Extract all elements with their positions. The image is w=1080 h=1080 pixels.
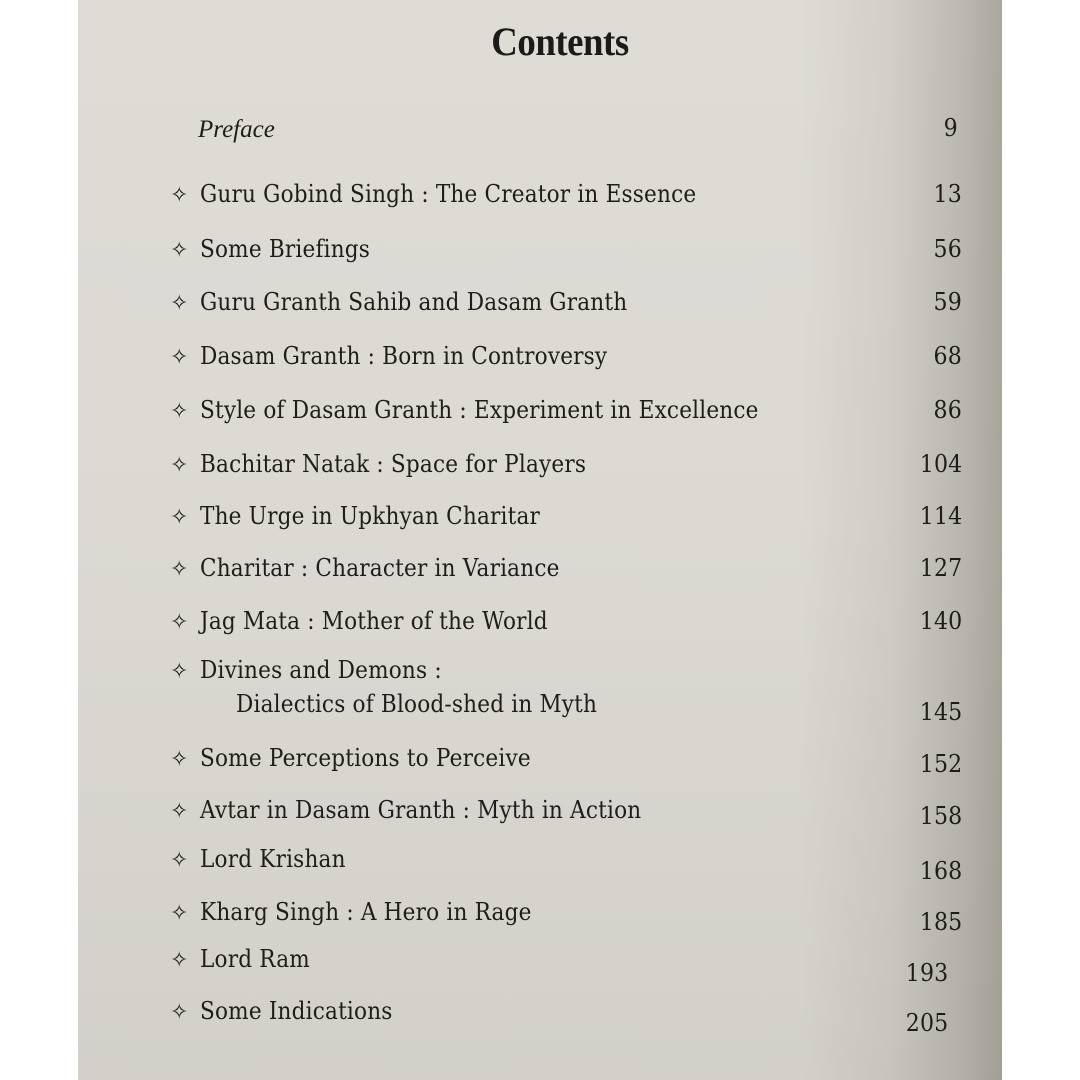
page-title: Contents xyxy=(491,19,629,64)
entry-title: Lord Krishan xyxy=(200,845,346,873)
star-bullet-icon: ✧ xyxy=(170,453,189,478)
entry-title: Guru Granth Sahib and Dasam Granth xyxy=(200,288,628,316)
toc-entry xyxy=(170,744,962,778)
toc-entry xyxy=(170,396,962,424)
star-bullet-icon: ✧ xyxy=(170,799,189,824)
preface-label: Preface xyxy=(198,116,275,143)
entry-page-number: 145 xyxy=(919,698,962,726)
toc-entry xyxy=(170,450,962,478)
star-bullet-icon: ✧ xyxy=(170,345,189,370)
entry-page-number: 140 xyxy=(919,607,962,635)
star-bullet-icon: ✧ xyxy=(170,948,189,973)
star-bullet-icon: ✧ xyxy=(170,659,189,684)
star-bullet-icon: ✧ xyxy=(170,399,189,424)
toc-entry xyxy=(170,554,962,582)
entry-page-number: 127 xyxy=(919,554,962,582)
star-bullet-icon: ✧ xyxy=(170,610,189,635)
entry-title: Some Indications xyxy=(200,997,393,1025)
entry-title: Charitar : Character in Variance xyxy=(200,554,560,582)
entry-page-number: 152 xyxy=(919,750,962,778)
entry-page-number: 104 xyxy=(919,450,962,478)
entry-title: Some Perceptions to Perceive xyxy=(200,744,531,772)
entry-page-number: 68 xyxy=(933,342,962,370)
entry-title: Avtar in Dasam Granth : Myth in Action xyxy=(200,796,642,824)
entry-page-number: 86 xyxy=(933,396,962,424)
toc-entry xyxy=(170,342,962,370)
star-bullet-icon: ✧ xyxy=(170,1000,189,1025)
entry-page-number: 59 xyxy=(933,288,962,316)
entry-title: Jag Mata : Mother of the World xyxy=(200,607,548,635)
entry-page-number: 114 xyxy=(919,502,962,530)
star-bullet-icon: ✧ xyxy=(170,183,189,208)
entry-title: Lord Ram xyxy=(200,945,310,973)
toc-entry xyxy=(170,288,962,316)
entry-page-number: 168 xyxy=(919,857,962,885)
entry-title: Style of Dasam Granth : Experiment in Excellence xyxy=(200,396,759,424)
toc-entry xyxy=(170,997,962,1037)
toc-entry xyxy=(170,845,962,885)
toc-entry xyxy=(170,796,962,830)
toc-entry xyxy=(170,898,962,936)
entry-page-number: 13 xyxy=(933,180,962,208)
star-bullet-icon: ✧ xyxy=(170,505,189,530)
entry-title: Kharg Singh : A Hero in Rage xyxy=(200,898,532,926)
entry-page-number: 185 xyxy=(919,908,962,936)
toc-entry xyxy=(170,180,962,208)
entry-page-number: 205 xyxy=(905,1009,948,1037)
toc-entry xyxy=(170,235,962,263)
entry-title-continuation: Dialectics of Blood-shed in Myth xyxy=(236,690,598,718)
entry-title: Dasam Granth : Born in Controversy xyxy=(200,342,608,370)
entry-title: Some Briefings xyxy=(200,235,371,263)
preface-page-number: 9 xyxy=(943,114,958,142)
book-page xyxy=(78,0,1002,1080)
star-bullet-icon: ✧ xyxy=(170,557,189,582)
entry-title: Bachitar Natak : Space for Players xyxy=(200,450,587,478)
star-bullet-icon: ✧ xyxy=(170,747,189,772)
toc-entry xyxy=(170,607,962,635)
entry-title: The Urge in Upkhyan Charitar xyxy=(200,502,541,530)
toc-entry xyxy=(170,502,962,530)
entry-page-number: 158 xyxy=(919,802,962,830)
toc-entry xyxy=(170,945,962,987)
star-bullet-icon: ✧ xyxy=(170,291,189,316)
toc-entry xyxy=(170,656,962,726)
entry-title: Divines and Demons : xyxy=(200,656,442,684)
entry-page-number: 193 xyxy=(905,959,948,987)
star-bullet-icon: ✧ xyxy=(170,848,189,873)
star-bullet-icon: ✧ xyxy=(170,901,189,926)
star-bullet-icon: ✧ xyxy=(170,238,189,263)
entry-page-number: 56 xyxy=(933,235,962,263)
entry-title: Guru Gobind Singh : The Creator in Essence xyxy=(200,180,697,208)
